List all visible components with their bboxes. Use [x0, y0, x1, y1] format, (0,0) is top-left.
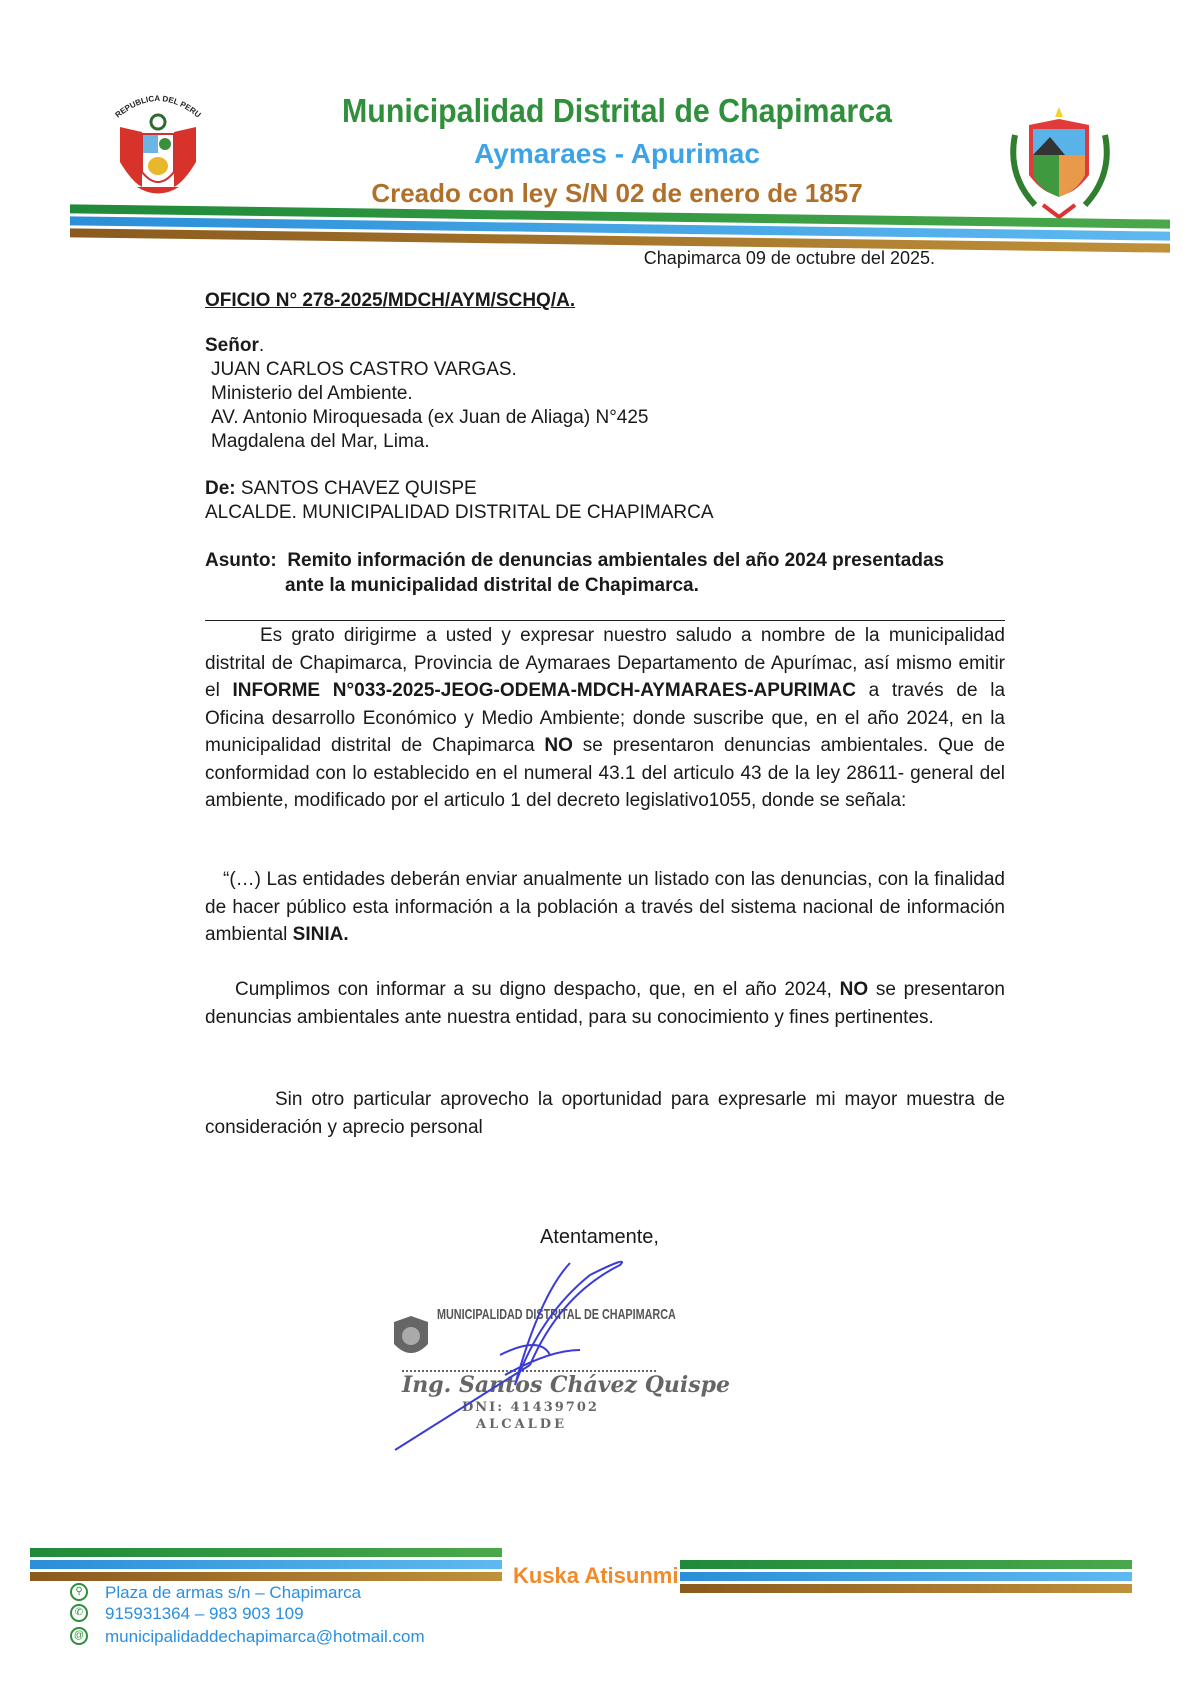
divider — [205, 620, 1005, 621]
paragraph-quote — [205, 866, 1005, 949]
signature-icon — [390, 1255, 630, 1455]
footer-motto: Kuska Atisunmi — [513, 1563, 679, 1588]
stamp-role: ALCALDE — [476, 1417, 567, 1432]
recipient-block: Señor. JUAN CARLOS CASTRO VARGAS. Ministerio del Ambiente. AV. Antonio Miroquesada (ex Juan de Aliaga) N°425 Magdalena del Mar, Lima. — [205, 335, 649, 452]
quote-text: “(…) Las entidades deberán enviar anualmente un listado con las denuncias, con la finalidad de hacer público esta información a la población a través del sistema nacional de información ambiental — [205, 869, 1005, 945]
paragraph-4 — [205, 1086, 1005, 1141]
recipient-org: Ministerio del Ambiente. — [211, 383, 413, 404]
footer-band-left — [30, 1548, 502, 1586]
salutation: Señor — [205, 335, 259, 356]
p1-text: Es grato dirigirme a usted y expresar nuestro saludo a nombre de la municipalidad distrital de Chapimarca, Provincia de Aymaraes Departamento de Apurímac, así mismo emitir el — [205, 625, 1005, 701]
creation-line: Creado con ley S/N 02 de enero de 1857 — [371, 178, 863, 208]
from-label: De: — [205, 478, 236, 499]
p3-text-2: se presentaron denuncias ambientales ante nuestra entidad, para su conocimiento y fines pertinentes. — [205, 979, 1005, 1028]
p1-text-3: se presentaron denuncias ambientales. Que de conformidad con lo establecido en el numeral 43.1 del articulo 43 de la ley 28611- general del ambiente, modificado por el articulo 1 del decreto legislativo1055, donde se señala: — [205, 735, 1005, 811]
footer-email[interactable]: municipalidaddechapimarca@hotmail.com — [105, 1627, 425, 1646]
footer-band-right — [680, 1560, 1132, 1598]
location-pin-icon: ⚲ — [70, 1583, 88, 1601]
municipality-title: Municipalidad Distrital de Chapimarca — [342, 92, 892, 129]
sender-block — [205, 477, 714, 525]
phone-icon: ✆ — [70, 1604, 88, 1622]
left-emblem-text: REPUBLICA DEL PERU — [113, 93, 203, 120]
sender-title: ALCALDE. MUNICIPALIDAD DISTRITAL DE CHAPIMARCA — [205, 502, 714, 523]
sender-name: SANTOS CHAVEZ QUISPE — [240, 478, 477, 499]
p1-no: NO — [544, 735, 573, 756]
footer-address: Plaza de armas s/n – Chapimarca — [105, 1583, 362, 1602]
paragraph-3 — [205, 976, 1005, 1031]
email-icon: @ — [70, 1627, 88, 1645]
paragraph-1 — [205, 622, 1005, 815]
p4-text: Sin otro particular aprovecho la oportunidad para expresarle mi mayor muestra de consideración y aprecio personal — [205, 1089, 1005, 1138]
informe-ref: INFORME N°033-2025-JEOG-ODEMA-MDCH-AYMARAES-APURIMAC — [232, 680, 856, 701]
p3-no: NO — [839, 979, 869, 1000]
sinia: SINIA. — [292, 924, 349, 945]
p1-text-2: a través de la Oficina desarrollo Económico y Medio Ambiente; donde suscribe que, en el año 2024, en la municipalidad distrital de Chapimarca — [205, 680, 1006, 756]
recipient-address: AV. Antonio Miroquesada (ex Juan de Aliaga) N°425 — [211, 407, 649, 428]
stamp-org: MUNICIPALIDAD DISTRITAL DE CHAPIMARCA — [437, 1306, 676, 1323]
subject-text-2: ante la municipalidad distrital de Chapimarca. — [285, 575, 699, 596]
oficio-number: OFICIO N° 278-2025/MDCH/AYM/SCHQ/A. — [205, 290, 576, 311]
recipient-name: JUAN CARLOS CASTRO VARGAS. — [211, 359, 517, 380]
stamp-dni: DNI: 41439702 — [462, 1400, 599, 1415]
recipient-city: Magdalena del Mar, Lima. — [211, 431, 430, 452]
footer-phone: 915931364 – 983 903 109 — [105, 1604, 304, 1623]
subject-text: Remito información de denuncias ambientales del año 2024 presentadas — [287, 550, 945, 571]
letter-date: Chapimarca 09 de octubre del 2025. — [643, 248, 935, 268]
stamp-name: Ing. Santos Chávez Quispe — [402, 1372, 730, 1398]
subject-block — [205, 548, 1005, 598]
p3-text: Cumplimos con informar a su digno despacho, que, en el año 2024, — [235, 979, 840, 1000]
subject-label: Asunto: — [205, 550, 277, 571]
closing: Atentamente, — [540, 1226, 659, 1248]
municipality-subtitle: Aymaraes - Apurimac — [474, 138, 760, 169]
